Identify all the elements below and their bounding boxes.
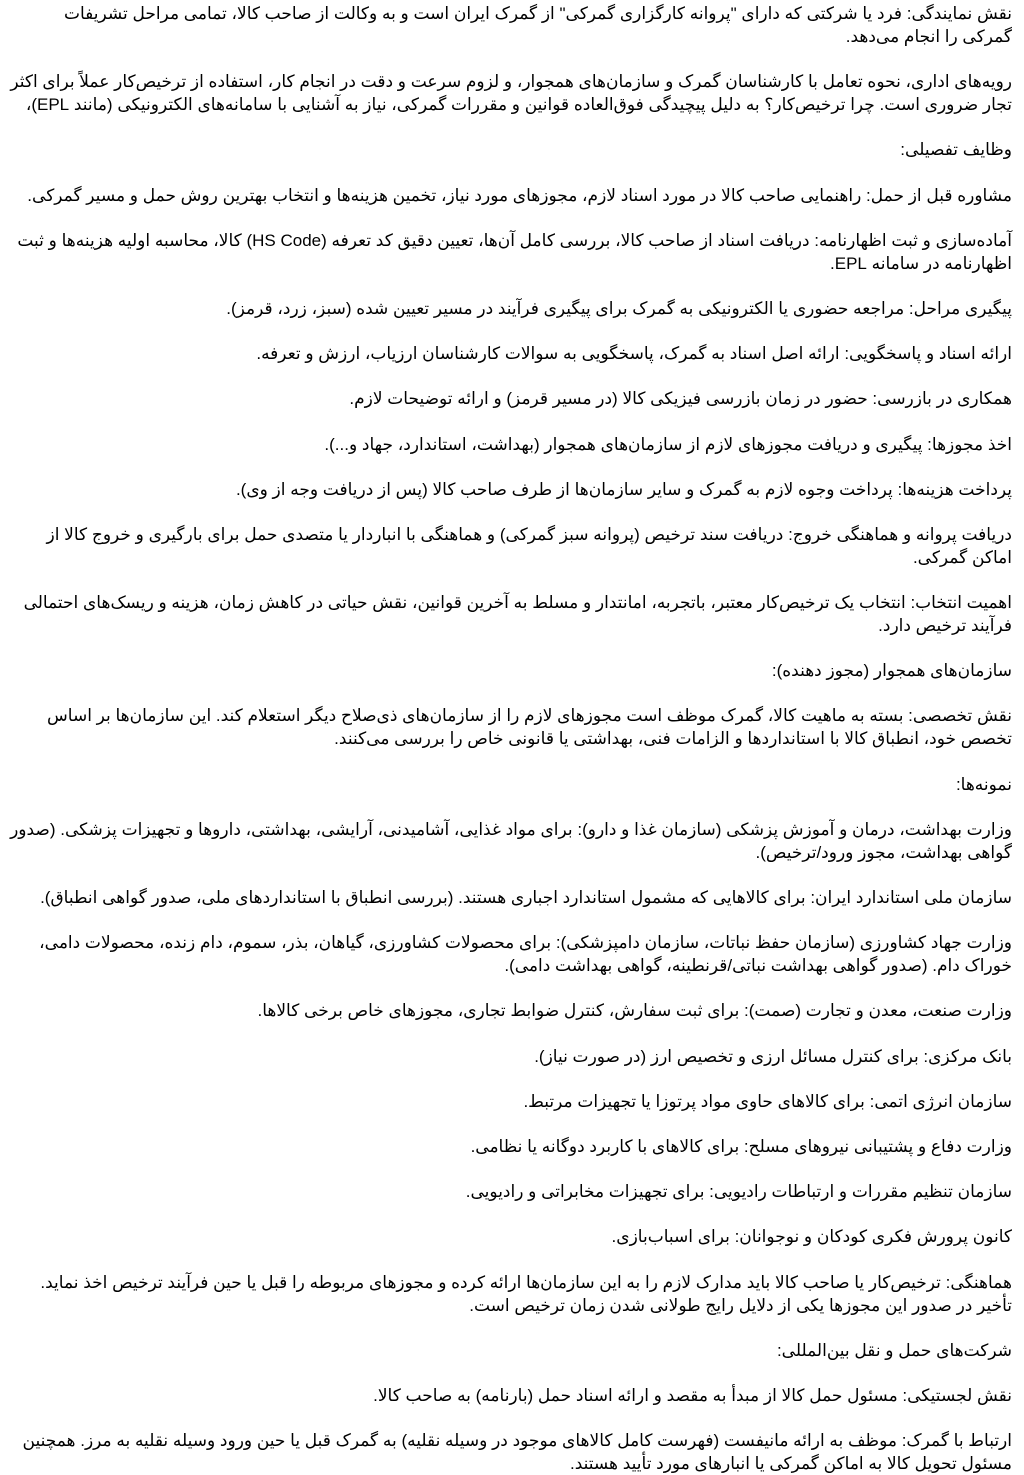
paragraph-ministry-of-agriculture: وزارت جهاد کشاورزی (سازمان حفظ نباتات، سازمان دامپزشکی): برای محصولات کشاورزی، گیاهان، بذر، سموم، دام زنده، محصولات دامی، خوراک دام. (صدور گواهی بهداشت نباتی/قرنطینه، گواهی بهداشت دامی). [39,933,1012,976]
paragraph-selection-importance: اهمیت انتخاب: انتخاب یک ترخیص‌کار معتبر، باتجربه، امانتدار و مسلط به آخرین قوانین، نقش حیاتی در کاهش زمان، هزینه و ریسک‌های احتمالی فرآیند ترخیص دارد. [23,593,1012,636]
paragraph-declaration-preparation: آماده‌سازی و ثبت اظهارنامه: دریافت اسناد از صاحب کالا، بررسی کامل آن‌ها، تعیین دقیق کد تعرفه (HS Code) کالا، محاسبه اولیه هزینه‌ها و ثبت اظهارنامه در سامانه EPL. [17,230,1012,273]
heading-partner-agencies: سازمان‌های همجوار (مجوز دهنده): [771,661,1012,681]
paragraph-release-and-exit: دریافت پروانه و هماهنگی خروج: دریافت سند ترخیص (پروانه سبز گمرکی) و هماهنگی با انباردار یا متصدی حمل برای بارگیری و خروج کالا از اماکن گمرکی. [46,524,1012,567]
paragraph-children-institute: کانون پرورش فکری کودکان و نوجوانان: برای اسباب‌بازی. [611,1227,1012,1247]
paragraph-paying-fees: پرداخت هزینه‌ها: پرداخت وجوه لازم به گمرک و سایر سازمان‌ها از طرف صاحب کالا (پس از دریافت وجه از وی). [235,479,1012,499]
paragraph-specialized-role: نقش تخصصی: بسته به ماهیت کالا، گمرک موظف است مجوزهای لازم را از سازمان‌های ذی‌صلاح دیگر استعلام کند. این سازمان‌ها بر اساس تخصص خود، انطباق کالا با استانداردها و الزامات فنی، بهداشتی یا قانونی خاص را بررسی می‌کنند. [47,706,1012,749]
paragraph-why-broker: رویه‌های اداری، نحوه تعامل با کارشناسان گمرک و سازمان‌های همجوار، و لزوم سرعت و دقت در انجام کار، استفاده از ترخیص‌کار عملاً برای اکثر تجار ضروری است. چرا ترخیص‌کار؟ به دلیل پیچیدگی فوق‌العاده قوانین و مقررات گمرکی، نیاز به آشنایی با سامانه‌های الکترونیکی (مانند EPL)، [10,72,1012,115]
heading-examples: نمونه‌ها: [955,774,1012,794]
paragraph-standards-organization: سازمان ملی استاندارد ایران: برای کالاهایی که مشمول استاندارد اجباری هستند. (بررسی انطباق با استانداردهای ملی، صدور گواهی انطباق). [40,888,1012,907]
paragraph-radio-regulatory: سازمان تنظیم مقررات و ارتباطات رادیویی: برای تجهیزات مخابراتی و رادیویی. [465,1182,1012,1202]
paragraph-pre-shipment-advice: مشاوره قبل از حمل: راهنمایی صاحب کالا در مورد اسناد لازم، مجوزهای مورد نیاز، تخمین هزینه‌ها و انتخاب بهترین روش حمل و مسیر گمرکی. [27,185,1012,205]
paragraph-customs-relation: ارتباط با گمرک: موظف به ارائه مانیفست (فهرست کامل کالاهای موجود در وسیله نقلیه) به گمرک قبل یا حین ورود وسیله نقلیه به مرز. همچنین مسئول تحویل کالا به اماکن گمرکی یا انبارهای مورد تأیید هستند. [22,1431,1012,1474]
heading-shipping-companies: شرکت‌های حمل و نقل بین‌المللی: [776,1340,1012,1360]
paragraph-follow-up: پیگیری مراحل: مراجعه حضوری یا الکترونیکی به گمرک برای پیگیری فرآیند در مسیر تعیین شده (سبز، زرد، قرمز). [226,298,1012,318]
paragraph-ministry-of-defense: وزارت دفاع و پشتیبانی نیروهای مسلح: برای کالاهای با کاربرد دوگانه یا نظامی. [470,1136,1012,1156]
paragraph-inspection-cooperation: همکاری در بازرسی: حضور در زمان بازرسی فیزیکی کالا (در مسیر قرمز) و ارائه توضیحات لازم. [349,389,1012,409]
paragraph-logistics-role: نقش لجستیکی: مسئول حمل کالا از مبدأ به مقصد و ارائه اسناد حمل (بارنامه) به صاحب کالا. [373,1385,1012,1405]
paragraph-brokerage-role: نقش نمایندگی: فرد یا شرکتی که دارای "پروانه کارگزاری گمرکی" از گمرک ایران است و به وکالت از صاحب کالا، تمامی مراحل تشریفات گمرکی را انجام می‌دهد. [63,4,1012,46]
paragraph-document-submission: ارائه اسناد و پاسخگویی: ارائه اصل اسناد به گمرک، پاسخگویی به سوالات کارشناسان ارزیاب، ارزش و تعرفه. [256,344,1012,364]
heading-detailed-duties: وظایف تفصیلی: [900,140,1012,160]
paragraph-coordination: هماهنگی: ترخیص‌کار یا صاحب کالا باید مدارک لازم را به این سازمان‌ها ارائه کرده و مجوزهای مربوطه را قبل یا حین فرآیند ترخیص اخذ نماید. تأخیر در صدور این مجوزها یکی از دلایل رایج طولانی شدن زمان ترخیص است. [40,1272,1012,1315]
paragraph-ministry-of-health: وزارت بهداشت، درمان و آموزش پزشکی (سازمان غذا و دارو): برای مواد غذایی، آشامیدنی، آرایشی، بهداشتی، داروها و تجهیزات پزشکی. (صدور گواهی بهداشت، مجوز ورود/ترخیص). [10,819,1012,862]
paragraph-obtaining-permits: اخذ مجوزها: پیگیری و دریافت مجوزهای لازم از سازمان‌های همجوار (بهداشت، استاندارد، جهاد و...). [324,434,1012,454]
paragraph-atomic-energy: سازمان انرژی اتمی: برای کالاهای حاوی مواد پرتوزا یا تجهیزات مرتبط. [523,1091,1012,1111]
paragraph-ministry-of-industry: وزارت صنعت، معدن و تجارت (صمت): برای ثبت سفارش، کنترل ضوابط تجاری، مجوزهای خاص برخی کالاها. [257,1001,1012,1021]
paragraph-central-bank: بانک مرکزی: برای کنترل مسائل ارزی و تخصیص ارز (در صورت نیاز). [534,1046,1012,1066]
